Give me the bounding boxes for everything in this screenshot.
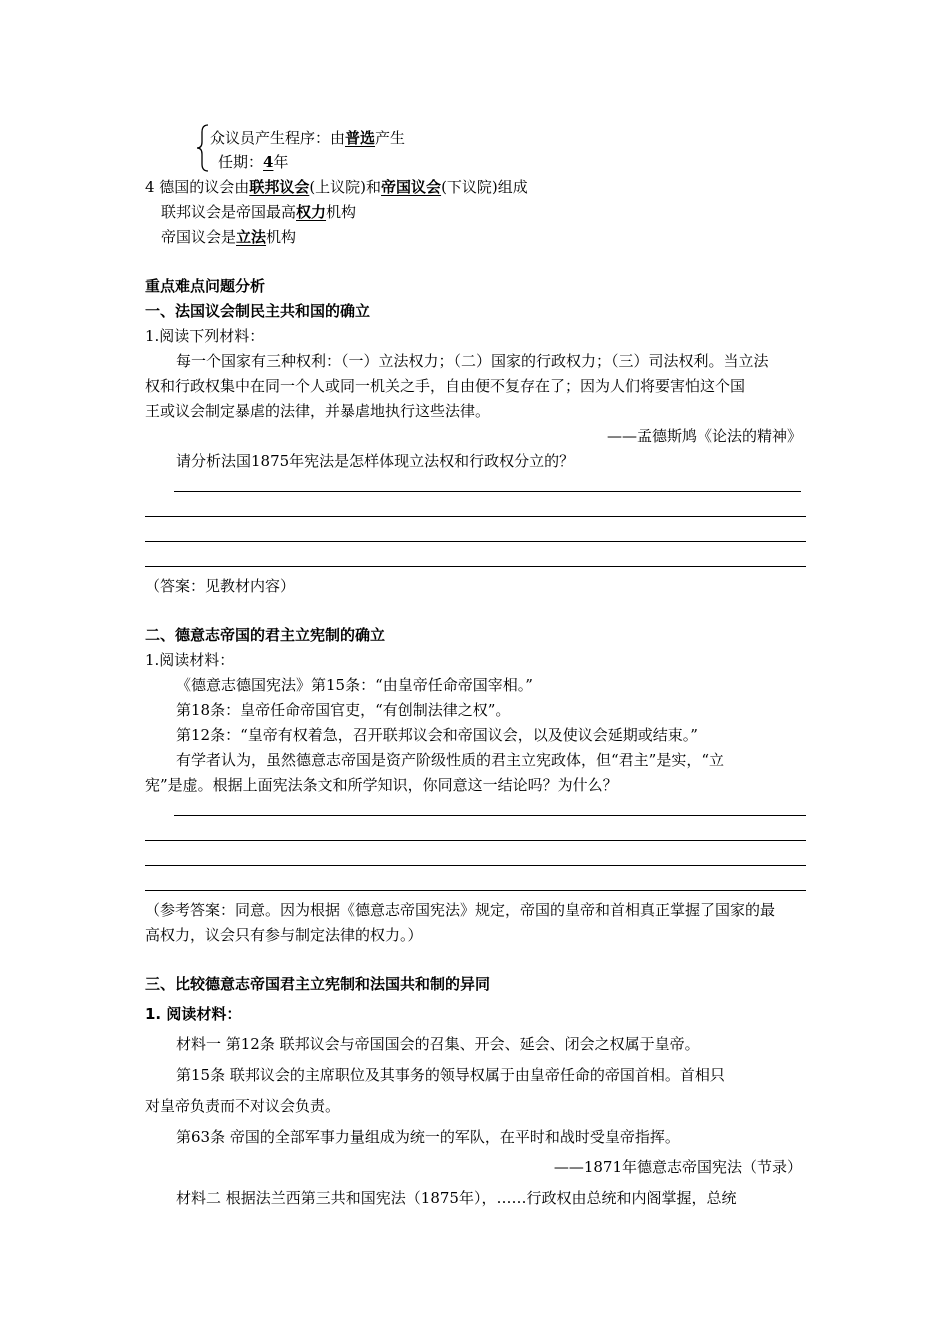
federal-council-line: [161, 202, 356, 222]
section3-question: 1. 阅读材料：: [145, 1005, 242, 1023]
election-procedure-line: [210, 128, 405, 148]
section3-article15-line2: 对皇帝负责而不对议会负责。: [145, 1097, 341, 1115]
section2-question: 1.阅读材料：: [145, 651, 235, 669]
power-answer: 权力: [296, 203, 327, 221]
reichstag-suffix: 机构: [266, 228, 297, 246]
section3-material1: 材料一 第12条 联邦议会与帝国国会的召集、开会、延会、闭会之权属于皇帝。: [176, 1035, 700, 1053]
term-label: 任期：: [218, 153, 264, 171]
curly-brace: [196, 124, 210, 172]
section3-article15-line1: 第15条 联邦议会的主席职位及其事务的领导权属于由皇帝任命的帝国首相。首相只: [176, 1066, 725, 1084]
term-line: [218, 152, 288, 172]
answer-line: [145, 566, 806, 567]
section1-source: ——孟德斯鸠《论法的精神》: [606, 427, 802, 445]
section2-para-line2: 宪”是虚。根据上面宪法条文和所学知识，你同意这一结论吗？为什么？: [145, 776, 618, 794]
section2-article18: 第18条：皇帝任命帝国官吏，“有创制法律之权”。: [176, 701, 511, 719]
answer-line: [145, 890, 806, 891]
lower-house-text: (下议院)组成: [441, 178, 528, 196]
legislation-answer: 立法: [236, 228, 267, 246]
section1-para-line1: 每一个国家有三种权利：（一）立法权力；（二）国家的行政权力；（三）司法权利。当立法: [176, 352, 769, 370]
section1-answer: （答案：见教材内容）: [145, 577, 296, 595]
german-parliament-line: [145, 177, 528, 197]
answer-line: [145, 865, 806, 866]
election-procedure-suffix: 产生: [375, 129, 406, 147]
section2-para-line1: 有学者认为，虽然德意志帝国是资产阶级性质的君主立宪政体，但“君主”是实，“立: [176, 751, 725, 769]
section1-para-line2: 权和行政权集中在同一个人或同一机关之手，自由便不复存在了；因为人们将要害怕这个国: [145, 377, 746, 395]
federal-council-answer: 联邦议会: [249, 178, 310, 196]
section2-heading: 二、德意志帝国的君主立宪制的确立: [145, 626, 386, 644]
section3-article63: 第63条 帝国的全部军事力量组成为统一的军队，在平时和战时受皇帝指挥。: [176, 1128, 680, 1146]
reichstag-line: [161, 227, 296, 247]
section2-article15: 《德意志德国宪法》第15条：“由皇帝任命帝国宰相。”: [176, 676, 533, 694]
term-suffix: 年: [273, 153, 289, 171]
german-parliament-text: 4 德国的议会由: [145, 178, 250, 196]
section1-ask: 请分析法国1875年宪法是怎样体现立法权和行政权分立的？: [176, 452, 575, 470]
reichstag-answer: 帝国议会: [381, 178, 442, 196]
answer-line: [174, 491, 801, 492]
election-procedure-label: 众议员产生程序：由: [210, 129, 346, 147]
section3-material2: 材料二 根据法兰西第三共和国宪法（1875年），……行政权由总统和内阁掌握，总统: [176, 1189, 737, 1207]
answer-line: [145, 541, 806, 542]
federal-council-suffix: 机构: [326, 203, 357, 221]
section1-para-line3: 王或议会制定暴虐的法律，并暴虐地执行这些法律。: [145, 402, 491, 420]
section3-source: ——1871年德意志帝国宪法（节录）: [553, 1158, 802, 1176]
section2-article12: 第12条：“皇帝有权着急，召开联邦议会和帝国议会，以及使议会延期或结束。”: [176, 726, 698, 744]
section1-question: 1.阅读下列材料：: [145, 327, 265, 345]
answer-line: [145, 840, 806, 841]
reichstag-text: 帝国议会是: [161, 228, 237, 246]
upper-house-text: (上议院)和: [309, 178, 382, 196]
analysis-heading: 重点难点问题分析: [145, 277, 266, 295]
answer-line: [174, 815, 806, 816]
section2-answer-line1: （参考答案：同意。因为根据《德意志帝国宪法》规定，帝国的皇帝和首相真正掌握了国家的最: [145, 901, 776, 919]
answer-line: [145, 516, 806, 517]
section3-heading: 三、比较德意志帝国君主立宪制和法国共和制的异同: [145, 975, 491, 993]
term-answer: 4: [263, 153, 274, 171]
federal-council-text: 联邦议会是帝国最高: [161, 203, 297, 221]
section2-answer-line2: 高权力，议会只有参与制定法律的权力。）: [145, 926, 423, 944]
section1-heading: 一、法国议会制民主共和国的确立: [145, 302, 371, 320]
universal-suffrage-answer: 普选: [345, 129, 376, 147]
